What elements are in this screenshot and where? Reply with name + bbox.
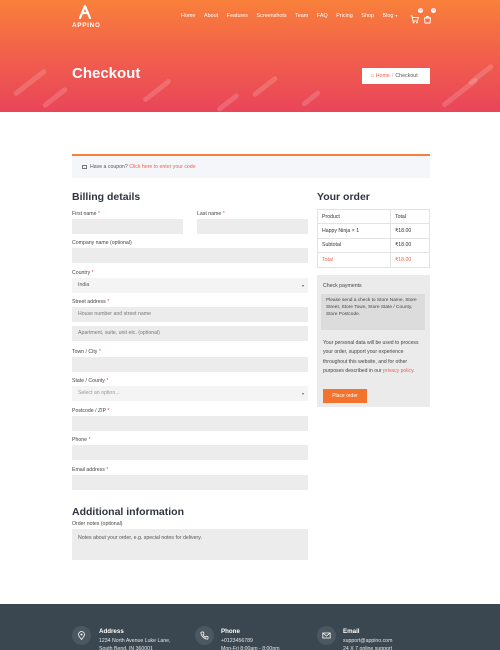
address-title: Address [99,628,124,635]
decor-streak [142,78,172,103]
phone-line2: Mon-Fri 8:00am - 8:00pm [221,646,280,650]
first-name-label [72,211,100,217]
logo-mark[interactable] [72,4,98,20]
required-mark: * [98,349,101,355]
total-label: Total [318,253,391,267]
order-table [317,209,430,268]
first-name-field[interactable] [72,219,183,234]
cart-count-badge: 0 [419,8,422,12]
item-qty: × 1 [351,228,360,235]
privacy-note [323,339,425,376]
town-label [72,349,101,355]
chevron-down-icon: ▾ [301,283,304,288]
country-select[interactable] [72,278,308,293]
coupon-text: Have a coupon? [90,164,128,170]
phone-label-text: Phone [72,437,88,443]
breadcrumb-current: Checkout [395,73,418,79]
hero-banner [0,0,500,112]
logo-text: APPINO [72,22,101,29]
required-mark: * [222,211,225,217]
privacy-policy-link[interactable]: privacy policy [383,367,414,374]
address-line2: South Bend, IN 360001 [99,646,153,650]
email-line1[interactable]: support@appino.com [343,638,393,644]
last-name-label-text: Last name [197,211,222,217]
chevron-down-icon: ▾ [395,13,398,18]
company-label: Company name (optional) [72,240,132,246]
decor-streak [301,90,321,107]
country-label [72,270,94,276]
cart-button[interactable] [410,8,422,20]
email-field[interactable] [72,475,308,490]
nav-screenshots[interactable]: Screenshots [256,13,287,19]
address-line1: 1234 North Avenue Luke Lane, [99,638,171,644]
order-notes-label: Order notes (optional) [72,521,123,527]
email-label [72,467,108,473]
email-label-text: Email address [72,467,105,473]
decor-streak [216,93,240,112]
col-product: Product [318,210,391,224]
phone-field[interactable] [72,445,308,460]
billing-heading: Billing details [72,191,141,203]
country-value: India [78,282,90,288]
breadcrumb [362,68,430,84]
subtotal-value: ₹18.00 [391,238,430,252]
col-total: Total [391,210,430,224]
subtotal-row [318,238,430,252]
decor-streak [468,63,495,85]
town-label-text: Town / City [72,349,98,355]
logo-icon [77,4,93,20]
required-mark: * [107,299,110,305]
mail-icon [317,626,336,645]
decor-streak [13,68,48,97]
payment-box [317,275,430,407]
cart-icon [410,15,419,24]
item-name: Happy Ninja [322,228,351,235]
nav-home[interactable]: Home [181,13,196,19]
page-title: Checkout [72,65,141,82]
breadcrumb-home-label: Home [375,73,390,79]
privacy-text: Your personal data will be used to process your order, support your experience throughout this website, and for other purposes described in our [323,340,419,374]
table-header-row [318,210,430,224]
decor-streak [42,86,69,108]
breadcrumb-separator: / [391,73,394,79]
nav-pricing[interactable]: Pricing [336,13,353,19]
street-field[interactable]: House number and street name [72,307,308,322]
phone-icon [195,626,214,645]
wishlist-count-badge: 0 [432,8,435,12]
nav-blog[interactable] [383,13,398,19]
company-field[interactable] [72,248,308,263]
phone-title: Phone [221,628,240,635]
total-row [318,253,430,267]
state-label-text: State / County [72,378,105,384]
email-line2: 24 X 7 online support [343,646,393,650]
additional-heading: Additional information [72,506,184,518]
first-name-label-text: First name [72,211,97,217]
street-label-text: Street address [72,299,106,305]
state-placeholder: Select an option... [78,390,120,396]
required-mark: * [107,408,110,414]
privacy-end: . [413,367,415,374]
nav-shop[interactable]: Shop [361,13,374,19]
home-icon: ⌂ [371,73,375,79]
chevron-down-icon: ▾ [301,391,304,396]
coupon-notice [72,154,430,178]
coupon-link[interactable]: Click here to enter your code [129,164,196,170]
required-mark: * [91,270,94,276]
location-icon [72,626,91,645]
item-total: ₹18.00 [391,224,430,238]
nav-blog-label: Blog [382,13,394,19]
place-order-button[interactable]: Place order [323,389,367,403]
payment-description: Please send a check to Store Name, Store Street, Store Town, Store State / County, Store Postcode. [321,294,425,330]
main-nav [181,13,406,19]
required-mark: * [106,467,109,473]
country-label-text: Country [72,270,91,276]
phone-label [72,437,91,443]
required-mark: * [97,211,100,217]
nav-about[interactable]: About [203,13,219,19]
item-cell [318,224,391,238]
total-value: ₹18.00 [391,253,430,267]
postcode-label [72,408,109,414]
decor-streak [252,75,279,97]
last-name-label [197,211,225,217]
phone-line1: +0123456789 [221,638,253,644]
postcode-label-text: Postcode / ZIP [72,408,106,414]
required-mark: * [88,437,91,443]
table-row [318,224,430,238]
order-heading: Your order [317,191,370,203]
wishlist-button[interactable] [423,8,435,20]
nav-features[interactable]: Features [226,13,248,19]
breadcrumb-home[interactable] [371,73,390,79]
town-field[interactable] [72,357,308,372]
payment-method-title: Check payments [323,283,362,289]
state-select[interactable] [72,386,308,401]
state-label [72,378,108,384]
street2-field[interactable]: Apartment, suite, unit etc. (optional) [72,326,308,341]
subtotal-label: Subtotal [318,238,391,252]
postcode-field[interactable] [72,416,308,431]
last-name-field[interactable] [197,219,308,234]
nav-faq[interactable]: FAQ [316,13,328,19]
coupon-icon [82,165,87,169]
required-mark: * [106,378,109,384]
email-title: Email [343,628,360,635]
order-notes-textarea[interactable]: Notes about your order, e.g. special notes for delivery. [72,529,308,560]
bag-icon [423,15,432,24]
street-label [72,299,109,305]
nav-team[interactable]: Team [295,13,309,19]
footer [0,604,500,650]
